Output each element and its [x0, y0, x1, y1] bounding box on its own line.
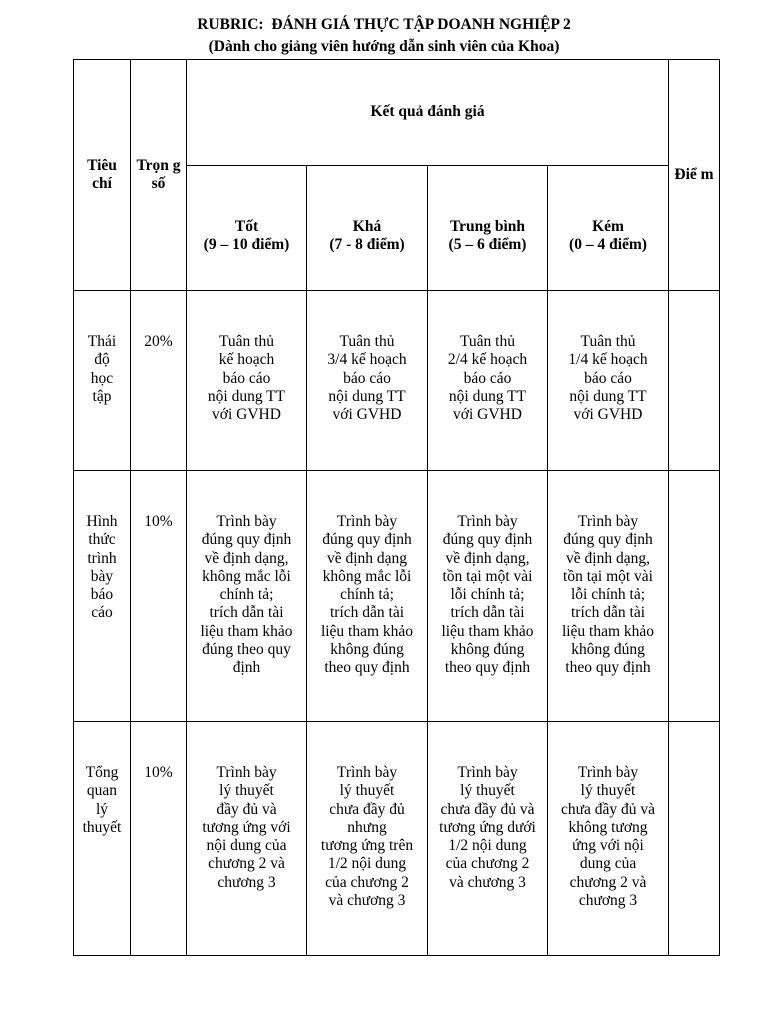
row-criteria: Tổng quan lý thuyết: [74, 722, 131, 956]
row-level-good: Tuân thủ kế hoạch báo cáo nội dung TT với GVHD: [187, 291, 307, 471]
row-score: [669, 722, 720, 956]
row-weight: 10%: [131, 471, 187, 722]
table-row: [74, 722, 720, 956]
row-level-fair: Tuân thủ 3/4 kế hoạch báo cáo nội dung TT với GVHD: [307, 291, 428, 471]
row-level-fair: Trình bày đúng quy định về định dạng không mắc lỗi chính tả; trích dẫn tài liệu tham khảo không đúng theo quy định: [307, 471, 428, 722]
row-level-good: Trình bày lý thuyết đầy đủ và tương ứng với nội dung của chương 2 và chương 3: [187, 722, 307, 956]
row-level-poor: Trình bày lý thuyết chưa đầy đủ và không tương ứng với nội dung của chương 2 và chương 3: [548, 722, 669, 956]
row-level-fair: Trình bày lý thuyết chưa đầy đủ nhưng tương ứng trên 1/2 nội dung của chương 2 và chương 3: [307, 722, 428, 956]
header-level-average: Trung bình (5 – 6 điểm): [428, 166, 548, 291]
row-level-poor: Trình bày đúng quy định về định dạng, tồn tại một vài lỗi chính tả; trích dẫn tài liệu tham khảo không đúng theo quy định: [548, 471, 669, 722]
document-title: RUBRIC: ĐÁNH GIÁ THỰC TẬP DOANH NGHIỆP 2: [197, 16, 571, 33]
header-result: Kết quả đánh giá: [187, 60, 669, 166]
row-score: [669, 291, 720, 471]
row-level-average: Tuân thủ 2/4 kế hoạch báo cáo nội dung TT với GVHD: [428, 291, 548, 471]
header-level-poor: Kém (0 – 4 điểm): [548, 166, 669, 291]
header-level-good: Tốt (9 – 10 điểm): [187, 166, 307, 291]
header-score: Điể m: [669, 60, 720, 291]
row-criteria: Thái độ học tập: [74, 291, 131, 471]
row-weight: 10%: [131, 722, 187, 956]
row-level-good: Trình bày đúng quy định về định dạng, không mắc lỗi chính tả; trích dẫn tài liệu tham khảo đúng theo quy định: [187, 471, 307, 722]
row-score: [669, 471, 720, 722]
table-row: [74, 471, 720, 722]
header-level-fair: Khá (7 - 8 điểm): [307, 166, 428, 291]
header-criteria: Tiêu chí: [74, 60, 131, 291]
row-criteria: Hình thức trình bày báo cáo: [74, 471, 131, 722]
row-level-poor: Tuân thủ 1/4 kế hoạch báo cáo nội dung TT với GVHD: [548, 291, 669, 471]
document-subtitle: (Dành cho giảng viên hướng dẫn sinh viên của Khoa): [208, 38, 560, 55]
row-level-average: Trình bày lý thuyết chưa đầy đủ và tương ứng dưới 1/2 nội dung của chương 2 và chương 3: [428, 722, 548, 956]
row-level-average: Trình bày đúng quy định về định dạng, tồn tại một vài lỗi chính tả; trích dẫn tài liệu tham khảo không đúng theo quy định: [428, 471, 548, 722]
row-weight: 20%: [131, 291, 187, 471]
header-weight: Trọn g số: [131, 60, 187, 291]
table-row: [74, 291, 720, 471]
rubric-table: [73, 59, 720, 956]
header-row-top: [74, 60, 720, 166]
